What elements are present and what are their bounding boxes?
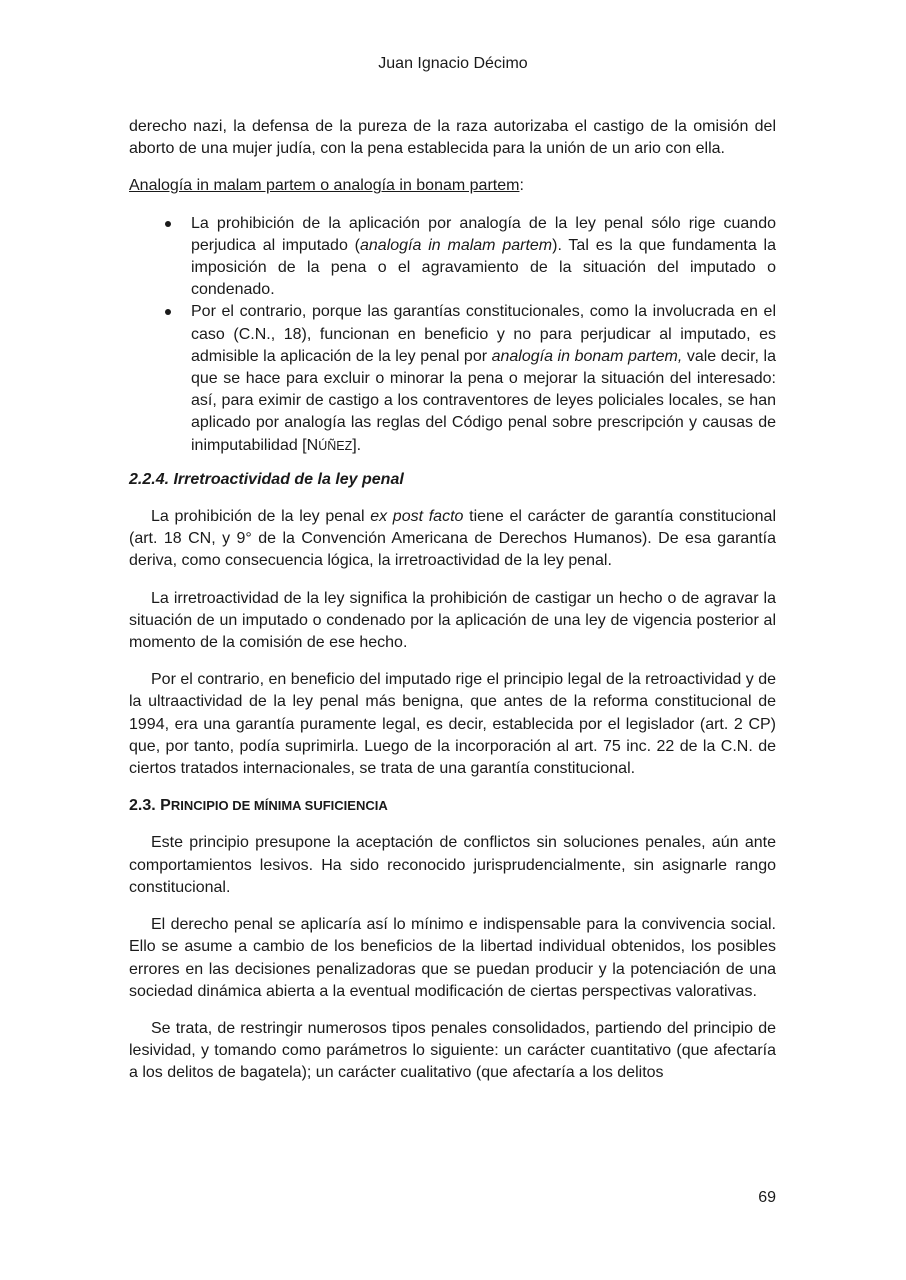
citation-rest: ÚÑEZ — [318, 438, 353, 453]
p1-text-b: tiene el carácter de garantía constitucional (art. 18 CN, y 9° de la Convención Americana de Derechos Humanos). De esa garantía deriva, como consecuencia lógica, la irretroactividad de la ley penal. — [129, 508, 776, 570]
analogy-bullet-list — [129, 213, 776, 457]
page-number: 69 — [758, 1189, 776, 1206]
bullet2-text-c: ]. — [352, 436, 362, 454]
intro-paragraph: derecho nazi, la defensa de la pureza de la raza autorizaba el castigo de la omisión del aborto de una mujer judía, con la pena establecida para la unión de un ario con ella. — [129, 118, 776, 158]
analogy-subheading-text: Analogía in malam partem o analogía in bonam partem — [129, 177, 520, 195]
bullet2-text-a: Por el contrario, porque las garantías constitucionales, como la involucrada en el caso (C.N., 18), funcionan en beneficio y no para perjudicar al imputado, es admisible la aplicación de la ley penal por — [191, 303, 776, 365]
bullet-dot — [165, 221, 171, 227]
section-heading-23 — [129, 795, 776, 817]
running-header-author: Juan Ignacio Décimo — [378, 55, 528, 72]
paragraph-minima-2: El derecho penal se aplicaría así lo mínimo e indispensable para la convivencia social. Ello se asume a cambio de los beneficios de la libertad individual obtenidos, los posibles errores en las decisiones penalizadoras que se puedan producir y la potenciación de una sociedad dinámica abierta a la eventual modificación de ciertas perspectivas valorativas. — [129, 916, 776, 1000]
bullet-bonam-partem — [129, 301, 776, 456]
p1-text-a: La prohibición de la ley penal — [151, 508, 371, 526]
p1-emphasis: ex post facto — [370, 508, 464, 526]
paragraph-minima-1: Este principio presupone la aceptación de conflictos sin soluciones penales, aún ante comportamientos lesivos. Ha sido reconocido jurisprudencialmente, sin asignarle rango constitucional. — [129, 834, 776, 896]
paragraph-ex-post-facto — [129, 506, 776, 573]
bullet1-emphasis: analogía in malam partem — [360, 236, 553, 254]
paragraph-retroactividad: Por el contrario, en beneficio del imputado rige el principio legal de la retroactividad y de la ultraactividad de la ley penal más benigna, que antes de la reforma constitucional de 1994, era una garantía puramente legal, es decir, establecida por el legislador (art. 2 CP) que, por tanto, podía suprimirla. Luego de la incorporación al art. 75 inc. 22 de la C.N. de ciertos tratados internacionales, se trata de una garantía constitucional. — [129, 671, 776, 778]
analogy-subheading — [129, 175, 776, 197]
bullet2-text-b: vale decir, la que se hace para excluir o minorar la pena o mejorar la situación del interesado: así, para eximir de castigo a los contraventores de leyes policiales locales, se han aplicado por analogía las reglas del Código penal sobre prescripción y causas de inimputabilidad [ — [191, 347, 776, 454]
section-heading-224: 2.2.4. Irretroactividad de la ley penal — [129, 470, 404, 488]
paragraph-irretroactividad: La irretroactividad de la ley significa la prohibición de castigar un hecho o de agravar la situación de un imputado o condenado por la aplicación de una ley de vigencia posterior al momento de la comisión de ese hecho. — [129, 589, 776, 652]
bullet1-text-b: ). Tal es la que fundamenta la imposición de la pena o el agravamiento de la situación del imputado o condenado. — [191, 236, 777, 299]
page-body — [129, 116, 776, 1100]
section-23-number: 2.3. P — [129, 797, 171, 815]
bullet2-emphasis: analogía in bonam partem, — [491, 347, 683, 365]
bullet-dot — [165, 309, 171, 315]
bullet-malam-partem — [129, 213, 776, 302]
citation-initial: N — [306, 436, 319, 454]
paragraph-minima-3: Se trata, de restringir numerosos tipos penales consolidados, partiendo del principio de lesividad, y tomando como parámetros lo siguiente: un carácter cuantitativo (que afectaría a los delitos de bagatela); un carácter cualitativo (que afectaría a los delitos — [129, 1019, 776, 1082]
bullet1-text-a: La prohibición de la aplicación por analogía de la ley penal sólo rige cuando perjudica al imputado ( — [191, 214, 776, 254]
section-23-title: RINCIPIO DE MÍNIMA SUFICIENCIA — [170, 798, 388, 814]
analogy-subheading-colon: : — [519, 177, 524, 195]
